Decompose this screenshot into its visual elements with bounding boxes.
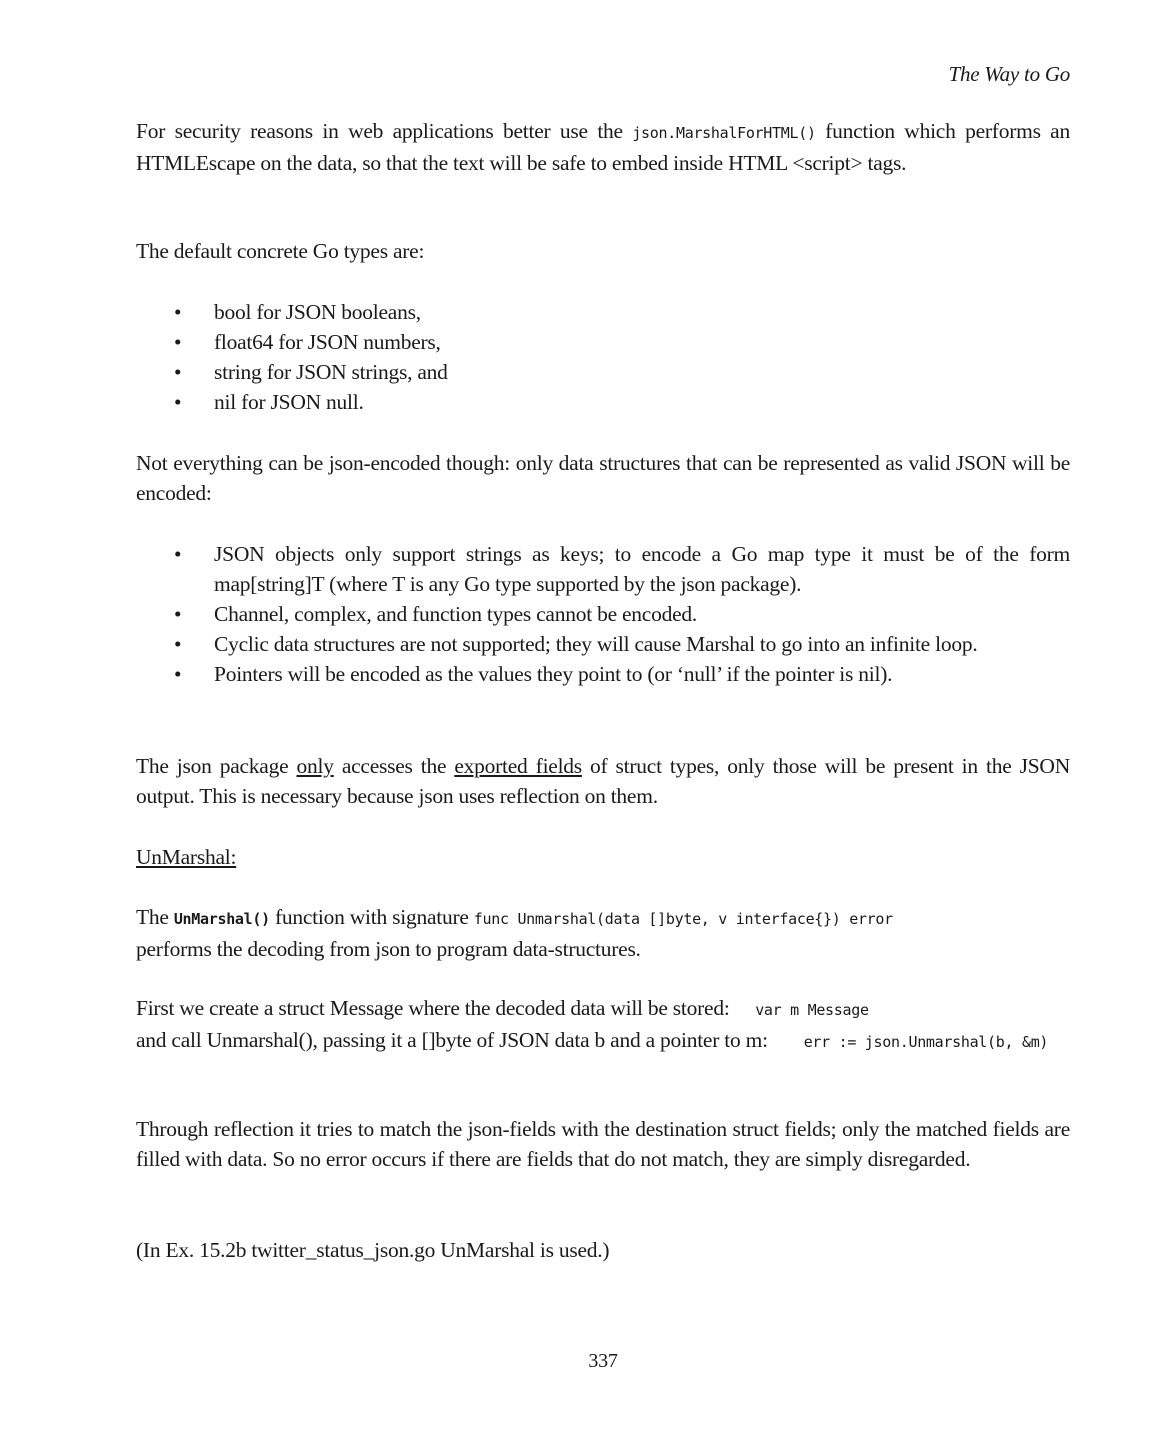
text: The [136,905,174,929]
list-item: • Pointers will be encoded as the values they point to (or ‘null’ if the pointer is nil). [136,659,1070,689]
list-item: • Channel, complex, and function types cannot be encoded. [136,599,1070,629]
inline-code: var m Message [755,1001,869,1019]
inline-code: json.MarshalForHTML() [632,124,816,142]
heading-text: UnMarshal: [136,845,237,869]
paragraph-default-types: The default concrete Go types are: [136,239,425,263]
inline-code: err := json.Unmarshal(b, &m) [803,1033,1049,1051]
text: The json package [136,754,297,778]
text: First we create a struct Message where the decoded data will be stored: [136,996,730,1020]
text: of struct types, only those will be present in the JSON output. This is necessary because json uses reflection on them. [136,754,1070,808]
inline-code: UnMarshal() [173,910,270,928]
paragraph-not-everything: Not everything can be json-encoded though: only data structures that can be represented as valid JSON will be encoded: [136,451,1070,505]
page-number: 337 [588,1350,618,1372]
paragraph-struct-message [136,993,1070,1057]
text: accesses the [333,754,455,778]
list-item: • string for JSON strings, and [136,357,1070,387]
paragraph-example-ref: (In Ex. 15.2b twitter_status_json.go UnMarshal is used.) [136,1238,610,1262]
underlined-text: exported fields [454,754,582,778]
text: function with signature [269,905,474,929]
paragraph-marshalforhtml [136,116,1070,178]
text: For security reasons in web applications better use the [136,119,633,143]
list-item: • nil for JSON null. [136,387,1070,417]
list-item: • JSON objects only support strings as keys; to encode a Go map type it must be of the form map[string]T (where T is any Go type supported by the json package). [136,539,1070,599]
section-heading [136,842,1070,872]
paragraph-unmarshal-signature [136,902,1070,964]
list-item: • Cyclic data structures are not supported; they will cause Marshal to go into an infinite loop. [136,629,1070,659]
inline-code: func Unmarshal(data []byte, v interface{}) error [473,910,893,928]
text: performs the decoding from json to program data-structures. [136,937,641,961]
text: and call Unmarshal(), passing it a []byte of JSON data b and a pointer to m: [136,1028,768,1052]
list-default-types [136,297,1070,417]
list-encoding-rules [136,539,1070,689]
list-item: • bool for JSON booleans, [136,297,1070,327]
paragraph-exported-fields [136,751,1070,811]
text: function which performs an HTMLEscape on the data, so that the text will be safe to embed inside HTML <script> tags. [136,119,1070,175]
list-item: • float64 for JSON numbers, [136,327,1070,357]
running-header: The Way to Go [948,62,1070,86]
paragraph-reflection: Through reflection it tries to match the json-fields with the destination struct fields; only the matched fields are filled with data. So no error occurs if there are fields that do not match, they are simply disregarded. [136,1117,1070,1171]
underlined-text: only [296,754,334,778]
